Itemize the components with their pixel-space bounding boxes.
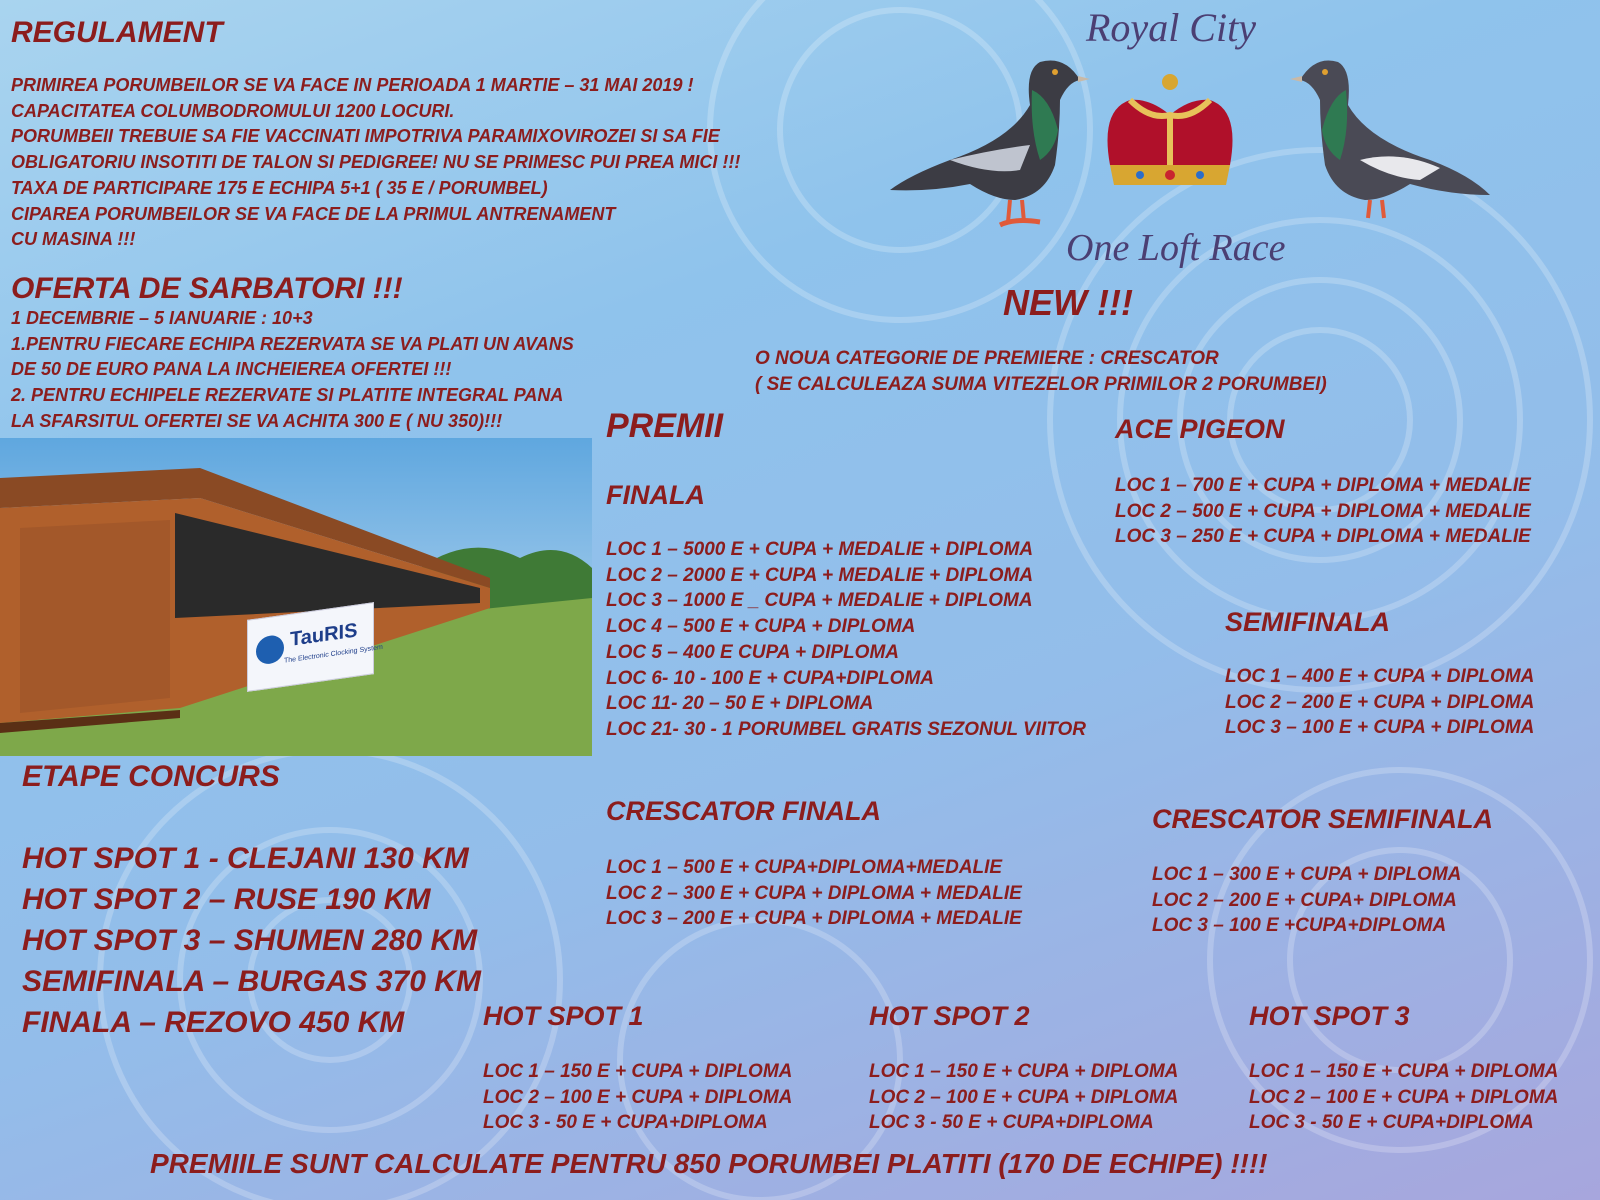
pigeon-left-icon <box>890 50 1090 240</box>
new-title: NEW !!! <box>1003 282 1133 323</box>
tauris-tagline: The Electronic Clocking System <box>284 643 383 665</box>
finala-line: LOC 11- 20 – 50 E + DIPLOMA <box>606 693 874 715</box>
semifinala-text <box>1225 664 1534 741</box>
regulament-line: CAPACITATEA COLUMBODROMULUI 1200 LOCURI. <box>11 100 455 121</box>
finala-title: FINALA <box>606 480 705 510</box>
oferta-title: OFERTA DE SARBATORI !!! <box>11 272 403 305</box>
finala-line: LOC 1 – 5000 E + CUPA + MEDALIE + DIPLOMA <box>606 539 1034 560</box>
hot-spot-2-title: HOT SPOT 2 <box>869 1001 1030 1031</box>
hot-spot-2-text <box>869 1059 1178 1136</box>
semifinala-line: LOC 2 – 200 E + CUPA + DIPLOMA <box>1225 691 1535 713</box>
hot-spot-3-line: LOC 1 – 150 E + CUPA + DIPLOMA <box>1249 1061 1559 1082</box>
loft-photo <box>0 438 592 756</box>
hot-spot-3-line: LOC 2 – 100 E + CUPA + DIPLOMA <box>1249 1086 1559 1108</box>
crescator-finala-text <box>606 855 1022 932</box>
pigeon-right-icon <box>1290 50 1490 230</box>
hot-spot-1-text <box>483 1059 792 1136</box>
hot-spot-2-line: LOC 3 - 50 E + CUPA+DIPLOMA <box>869 1112 1154 1134</box>
regulament-line: PRIMIREA PORUMBEILOR SE VA FACE IN PERIOADA 1 MARTIE – 31 MAI 2019 ! <box>11 75 694 95</box>
hot-spot-2-line: LOC 1 – 150 E + CUPA + DIPLOMA <box>869 1061 1179 1082</box>
hot-spot-1-line: LOC 1 – 150 E + CUPA + DIPLOMA <box>483 1061 793 1082</box>
finala-line: LOC 2 – 2000 E + CUPA + MEDALIE + DIPLOMA <box>606 564 1034 586</box>
etape-item: HOT SPOT 2 – RUSE 190 KM <box>22 883 431 916</box>
oferta-line: DE 50 DE EURO PANA LA INCHEIEREA OFERTEI !!! <box>11 359 452 380</box>
regulament-line: PORUMBEII TREBUIE SA FIE VACCINATI IMPOTRIVA PARAMIXOVIROZEI SI SA FIE <box>11 126 720 147</box>
crescator-semifinala-text <box>1152 862 1461 939</box>
etape-item: FINALA – REZOVO 450 KM <box>22 1006 405 1039</box>
footer-note: PREMIILE SUNT CALCULATE PENTRU 850 PORUMBEI PLATITI (170 DE ECHIPE) !!!! <box>150 1148 1268 1179</box>
hot-spot-3-line: LOC 3 - 50 E + CUPA+DIPLOMA <box>1249 1112 1534 1134</box>
hot-spot-1-line: LOC 2 – 100 E + CUPA + DIPLOMA <box>483 1086 793 1108</box>
tauris-logo-icon <box>256 634 284 666</box>
finala-line: LOC 6- 10 - 100 E + CUPA+DIPLOMA <box>606 667 935 689</box>
etape-item: SEMIFINALA – BURGAS 370 KM <box>22 965 481 998</box>
semifinala-line: LOC 1 – 400 E + CUPA + DIPLOMA <box>1225 666 1535 687</box>
loft-photo-image <box>0 438 592 756</box>
crescator-semifinala-line: LOC 1 – 300 E + CUPA + DIPLOMA <box>1152 864 1462 885</box>
finala-line: LOC 3 – 1000 E _ CUPA + MEDALIE + DIPLOMA <box>606 590 1033 612</box>
hot-spot-3-text <box>1249 1059 1558 1136</box>
ace-pigeon-line: LOC 1 – 700 E + CUPA + DIPLOMA + MEDALIE <box>1115 475 1531 496</box>
new-line: ( SE CALCULEAZA SUMA VITEZELOR PRIMILOR 2 PORUMBEI) <box>755 373 1327 395</box>
semifinala-line: LOC 3 – 100 E + CUPA + DIPLOMA <box>1225 717 1535 739</box>
etape-item: HOT SPOT 1 - CLEJANI 130 KM <box>22 842 469 875</box>
hot-spot-1-line: LOC 3 - 50 E + CUPA+DIPLOMA <box>483 1112 768 1134</box>
ace-pigeon-line: LOC 2 – 500 E + CUPA + DIPLOMA + MEDALIE <box>1115 500 1531 522</box>
regulament-title: REGULAMENT <box>11 16 223 49</box>
etape-list <box>22 838 481 1043</box>
etape-item: HOT SPOT 3 – SHUMEN 280 KM <box>22 924 478 957</box>
finala-line: LOC 4 – 500 E + CUPA + DIPLOMA <box>606 616 916 638</box>
tauris-brand: TauRIS <box>290 619 358 651</box>
oferta-line: LA SFARSITUL OFERTEI SE VA ACHITA 300 E ( NU 350)!!! <box>11 410 503 431</box>
finala-text <box>606 537 1086 743</box>
crescator-semifinala-title: CRESCATOR SEMIFINALA <box>1152 804 1494 834</box>
regulament-line: OBLIGATORIU INSOTITI DE TALON SI PEDIGREE! NU SE PRIMESC PUI PREA MICI !!! <box>11 152 741 173</box>
crown-icon <box>1090 70 1250 190</box>
crescator-finala-line: LOC 3 – 200 E + CUPA + DIPLOMA + MEDALIE <box>606 908 1022 930</box>
hot-spot-2-line: LOC 2 – 100 E + CUPA + DIPLOMA <box>869 1086 1179 1108</box>
crescator-semifinala-line: LOC 2 – 200 E + CUPA+ DIPLOMA <box>1152 889 1457 911</box>
finala-line: LOC 5 – 400 E CUPA + DIPLOMA <box>606 641 899 663</box>
oferta-text <box>11 306 574 435</box>
ace-pigeon-text <box>1115 473 1531 550</box>
ace-pigeon-title: ACE PIGEON <box>1115 414 1285 444</box>
royal-city-logo <box>890 0 1510 285</box>
oferta-line: 2. PENTRU ECHIPELE REZERVATE SI PLATITE INTEGRAL PANA <box>11 385 564 406</box>
etape-title: ETAPE CONCURS <box>22 760 280 793</box>
logo-bottom-text: One Loft Race <box>1066 227 1286 269</box>
logo-top-text: Royal City <box>1086 5 1256 50</box>
premii-title: PREMII <box>606 407 724 445</box>
oferta-line: 1 DECEMBRIE – 5 IANUARIE : 10+3 <box>11 308 313 328</box>
regulament-text <box>11 73 740 253</box>
ace-pigeon-line: LOC 3 – 250 E + CUPA + DIPLOMA + MEDALIE <box>1115 526 1531 548</box>
new-line: O NOUA CATEGORIE DE PREMIERE : CRESCATOR <box>755 348 1219 369</box>
new-text <box>755 346 1327 397</box>
crescator-finala-line: LOC 2 – 300 E + CUPA + DIPLOMA + MEDALIE <box>606 882 1022 904</box>
hot-spot-1-title: HOT SPOT 1 <box>483 1001 644 1031</box>
crescator-semifinala-line: LOC 3 – 100 E +CUPA+DIPLOMA <box>1152 915 1447 937</box>
regulament-line: CU MASINA !!! <box>11 229 136 250</box>
oferta-line: 1.PENTRU FIECARE ECHIPA REZERVATA SE VA PLATI UN AVANS <box>11 333 574 354</box>
crescator-finala-line: LOC 1 – 500 E + CUPA+DIPLOMA+MEDALIE <box>606 857 1003 878</box>
hot-spot-3-title: HOT SPOT 3 <box>1249 1001 1410 1031</box>
crescator-finala-title: CRESCATOR FINALA <box>606 796 881 826</box>
finala-line: LOC 21- 30 - 1 PORUMBEL GRATIS SEZONUL VIITOR <box>606 718 1087 740</box>
semifinala-title: SEMIFINALA <box>1225 607 1390 637</box>
regulament-line: TAXA DE PARTICIPARE 175 E ECHIPA 5+1 ( 35 E / PORUMBEL) <box>11 177 548 198</box>
regulament-line: CIPAREA PORUMBEILOR SE VA FACE DE LA PRIMUL ANTRENAMENT <box>11 203 616 224</box>
